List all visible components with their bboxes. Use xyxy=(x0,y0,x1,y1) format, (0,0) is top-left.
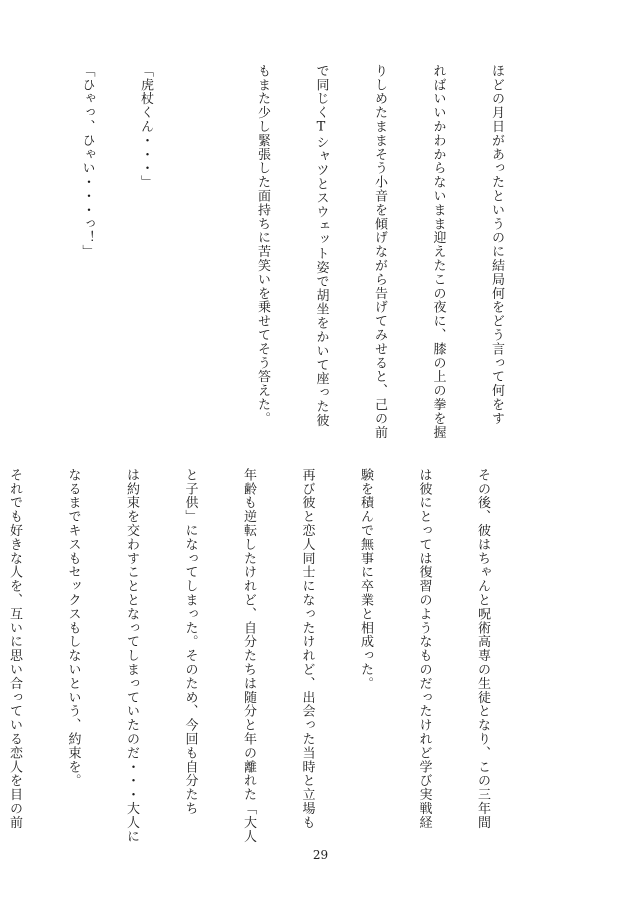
bottom-text-block xyxy=(7,468,531,864)
text-column: なるまでキスもセックスもしないという、約束を。 xyxy=(65,468,81,788)
text-column: 再び彼と恋人同士になったけれど、出会った当時と立場も xyxy=(299,468,315,830)
blank-column xyxy=(19,64,39,460)
top-text-block xyxy=(79,64,545,460)
text-column: その後、彼はちゃんと呪術高専の生徒となり、この三年間 xyxy=(475,468,490,830)
text-column: ほどの月日があったというのに結局何をどう言って何をす xyxy=(489,64,504,426)
page-number: 29 xyxy=(312,848,329,862)
text-column: は彼にとっては復習のようなものだったけれど学び実戦経 xyxy=(416,468,432,830)
text-column: は約束を交わすこととなってしまっていたのだ・・・大人に xyxy=(124,468,139,844)
dialogue-line: 「ひゃっ、ひゃい・・・っ！」 xyxy=(79,64,95,259)
blank-column xyxy=(194,64,214,460)
text-column: それでも好きな人を、互いに思い合っている恋人を目の前 xyxy=(7,468,22,830)
text-column: 年齢も逆転したけれど、自分たちは随分と年の離れた「大人 xyxy=(241,468,256,844)
text-column: ればいいかわからないまま迎えたこの夜に、膝の上の拳を握 xyxy=(430,64,446,440)
text-column: もまた少し緊張した面持ちに苦笑いを乗せてそう答えた。 xyxy=(255,64,270,426)
dialogue-line: 「虎杖くん・・・」 xyxy=(138,64,153,190)
text-column: と子供」になってしまった。そのため、今回も自分たち xyxy=(182,468,198,816)
text-column: 験を積んで無事に卒業と相成った。 xyxy=(358,468,373,691)
text-column: りしめたままそう小音を傾げながら告げてみせると、己の前 xyxy=(372,64,387,440)
text-column: で同じくTシャツとスウェット姿で胡坐をかいて座った彼 xyxy=(313,64,329,428)
